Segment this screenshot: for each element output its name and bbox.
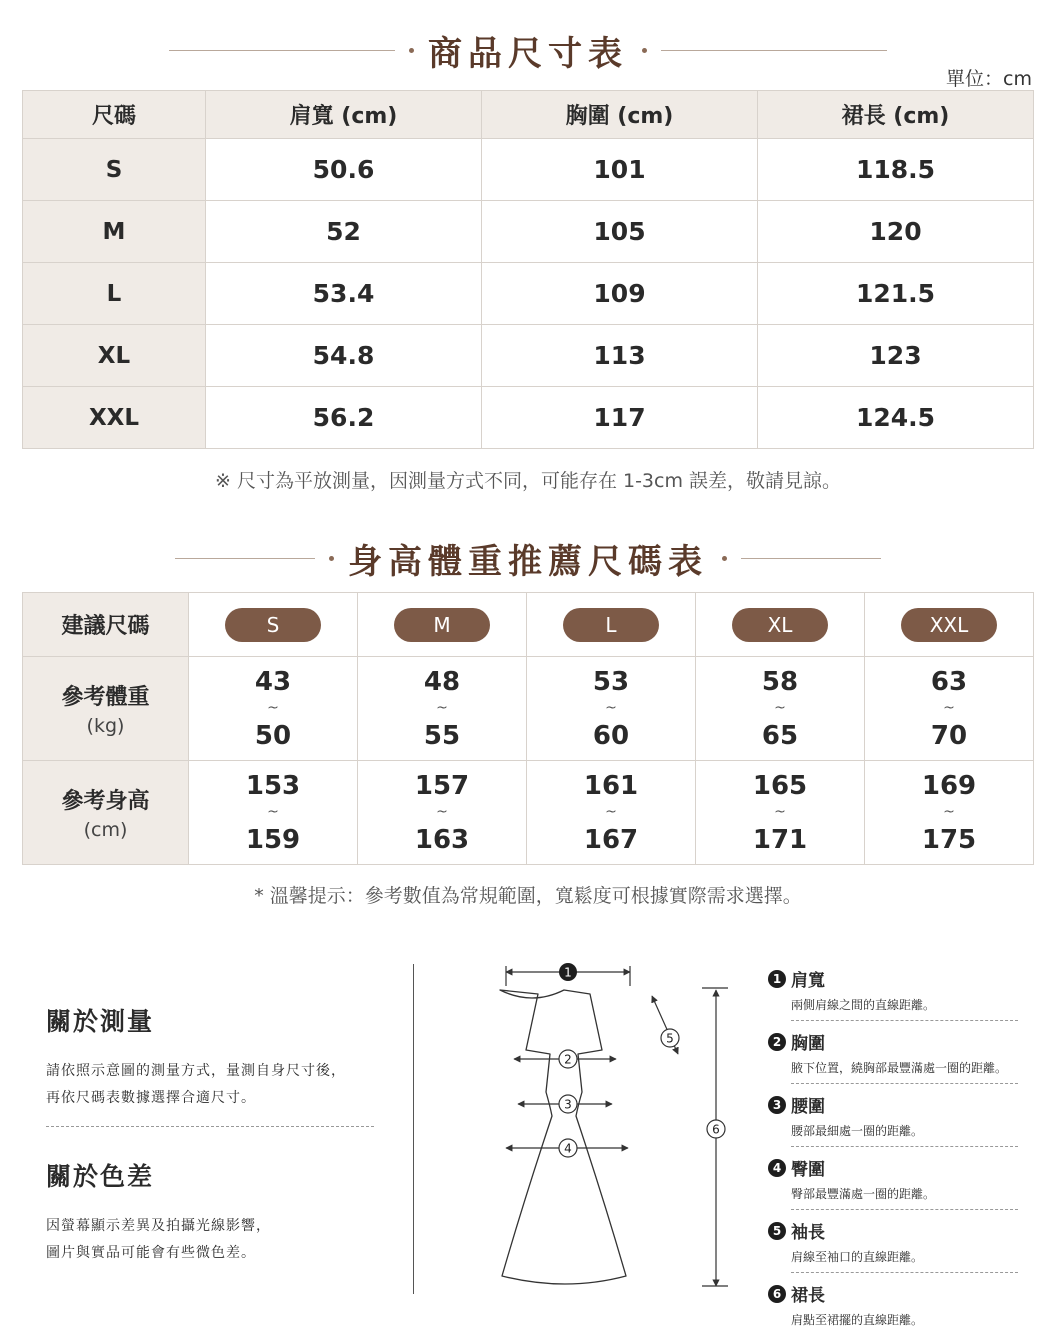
title-dot-right — [722, 556, 727, 561]
legend-desc: 腋下位置，繞胸部最豐滿處一圈的距離。 — [791, 1059, 1018, 1084]
size-pill: XXL — [901, 608, 997, 642]
about-measure-text — [46, 1058, 376, 1112]
shoulder-cell: 52 — [206, 201, 482, 263]
weight-min: 43 — [254, 666, 292, 697]
height-cell — [865, 761, 1034, 865]
about-measure — [46, 1002, 376, 1112]
section-divider — [413, 964, 414, 1294]
height-label: 參考身高 — [61, 789, 150, 814]
length-cell: 123 — [758, 325, 1034, 387]
weight-min: 58 — [761, 666, 799, 697]
weight-min: 63 — [930, 666, 968, 697]
tilde: ~ — [943, 699, 955, 716]
title-rule-left — [175, 558, 315, 559]
header-cell: 裙長 (cm) — [758, 91, 1034, 139]
title-rule-right — [661, 50, 887, 51]
weight-label: 參考體重 — [61, 685, 150, 710]
legend-number: 1 — [768, 970, 786, 988]
legend-number: 4 — [768, 1159, 786, 1177]
legend-desc: 肩線至袖口的直線距離。 — [791, 1248, 1018, 1273]
height-min: 165 — [752, 770, 808, 801]
length-cell: 118.5 — [758, 139, 1034, 201]
legend-title: 袖長 — [791, 1223, 825, 1243]
marker-6-label: 6 — [712, 1122, 720, 1137]
weight-max: 55 — [423, 720, 461, 751]
title-dot-right — [642, 48, 647, 53]
weight-cell — [358, 657, 527, 761]
size-chart-title: 商品尺寸表 — [428, 34, 628, 74]
size-pill-cell — [358, 593, 527, 657]
about-divider — [46, 1126, 374, 1127]
height-min: 157 — [414, 770, 470, 801]
marker-1 — [559, 963, 577, 981]
table-row — [23, 761, 1034, 865]
measure-lines — [506, 966, 728, 1286]
legend-number: 5 — [768, 1222, 786, 1240]
dress-outline — [500, 986, 626, 1284]
table-row — [23, 325, 1034, 387]
legend-item-length — [768, 1281, 1018, 1328]
recommend-table — [22, 592, 1034, 865]
header-cell: 尺碼 — [23, 91, 206, 139]
size-cell: M — [23, 201, 206, 263]
length-cell: 121.5 — [758, 263, 1034, 325]
weight-row-label — [23, 657, 189, 761]
marker-4-label: 4 — [564, 1141, 572, 1156]
legend-desc: 腰部最細處一圈的距離。 — [791, 1122, 1018, 1147]
weight-max: 65 — [761, 720, 799, 751]
about-color — [46, 1157, 376, 1267]
size-pill-cell — [696, 593, 865, 657]
tilde: ~ — [605, 699, 617, 716]
weight-cell — [527, 657, 696, 761]
bust-cell: 105 — [482, 201, 758, 263]
weight-max: 70 — [930, 720, 968, 751]
bust-cell: 113 — [482, 325, 758, 387]
size-cell: S — [23, 139, 206, 201]
weight-unit: (kg) — [86, 715, 125, 737]
weight-min: 53 — [592, 666, 630, 697]
marker-2 — [559, 1050, 577, 1068]
length-cell: 120 — [758, 201, 1034, 263]
size-pill-cell — [865, 593, 1034, 657]
size-cell: L — [23, 263, 206, 325]
tilde: ~ — [774, 803, 786, 820]
size-cell: XXL — [23, 387, 206, 449]
legend-item-sleeve — [768, 1218, 1018, 1273]
tilde: ~ — [436, 803, 448, 820]
tilde: ~ — [605, 803, 617, 820]
table-row — [23, 387, 1034, 449]
weight-cell — [696, 657, 865, 761]
legend-desc: 兩側肩線之間的直線距離。 — [791, 996, 1018, 1021]
weight-max: 60 — [592, 720, 630, 751]
size-table-header-row — [23, 91, 1034, 139]
bust-cell: 117 — [482, 387, 758, 449]
tilde: ~ — [943, 803, 955, 820]
height-unit: (cm) — [83, 819, 128, 841]
size-row-label: 建議尺碼 — [23, 593, 189, 657]
table-row — [23, 593, 1034, 657]
legend-title: 臀圍 — [791, 1160, 825, 1180]
bust-cell: 101 — [482, 139, 758, 201]
legend-title: 肩寬 — [791, 971, 825, 991]
size-table — [22, 90, 1034, 449]
marker-2-label: 2 — [564, 1052, 572, 1067]
size-pill: M — [394, 608, 490, 642]
table-row — [23, 201, 1034, 263]
about-color-title: 關於色差 — [46, 1162, 155, 1191]
header-cell: 肩寬 (cm) — [206, 91, 482, 139]
legend-number: 6 — [768, 1285, 786, 1303]
tilde: ~ — [436, 699, 448, 716]
legend-title: 胸圍 — [791, 1034, 825, 1054]
legend-item-bust — [768, 1029, 1018, 1084]
recommend-chart-note: * 溫馨提示：參考數值為常規範圍，寬鬆度可根據實際需求選擇。 — [254, 885, 802, 907]
size-pill: S — [225, 608, 321, 642]
marker-1-label: 1 — [564, 965, 572, 980]
unit-label: 單位：cm — [946, 68, 1032, 90]
height-min: 169 — [921, 770, 977, 801]
table-row — [23, 263, 1034, 325]
weight-min: 48 — [423, 666, 461, 697]
dress-measurement-diagram — [462, 958, 742, 1298]
size-pill-cell — [527, 593, 696, 657]
height-min: 153 — [245, 770, 301, 801]
size-pill: L — [563, 608, 659, 642]
about-color-line: 因螢幕顯示差異及拍攝光線影響， — [46, 1218, 271, 1234]
shoulder-cell: 53.4 — [206, 263, 482, 325]
height-max: 167 — [583, 824, 639, 855]
marker-4 — [559, 1139, 577, 1157]
weight-cell — [189, 657, 358, 761]
height-cell — [696, 761, 865, 865]
marker-5-label: 5 — [666, 1031, 674, 1046]
weight-max: 50 — [254, 720, 292, 751]
height-cell — [527, 761, 696, 865]
legend-item-hip — [768, 1155, 1018, 1210]
legend-desc: 肩點至裙擺的直線距離。 — [791, 1313, 924, 1327]
about-measure-line: 請依照示意圖的測量方式，量測自身尺寸後， — [46, 1063, 346, 1079]
title-dot-left — [329, 556, 334, 561]
size-chart-note: ※ 尺寸為平放測量，因測量方式不同，可能存在 1-3cm 誤差，敬請見諒。 — [214, 470, 842, 492]
shoulder-cell: 50.6 — [206, 139, 482, 201]
bust-cell: 109 — [482, 263, 758, 325]
header-cell: 胸圍 (cm) — [482, 91, 758, 139]
size-pill: XL — [732, 608, 828, 642]
title-rule-right — [741, 558, 881, 559]
marker-5 — [661, 1029, 679, 1047]
title-dot-left — [409, 48, 414, 53]
size-chart-title-row — [0, 26, 1056, 75]
marker-6 — [707, 1120, 725, 1138]
legend-number: 3 — [768, 1096, 786, 1114]
marker-3 — [559, 1095, 577, 1113]
tilde: ~ — [774, 699, 786, 716]
title-rule-left — [169, 50, 395, 51]
height-min: 161 — [583, 770, 639, 801]
legend-item-waist — [768, 1092, 1018, 1147]
height-cell — [358, 761, 527, 865]
recommend-chart-title-row — [0, 534, 1056, 583]
tilde: ~ — [267, 699, 279, 716]
shoulder-cell: 54.8 — [206, 325, 482, 387]
about-measure-line: 再依尺碼表數據選擇合適尺寸。 — [46, 1090, 256, 1106]
about-measure-title: 關於測量 — [46, 1007, 155, 1036]
shoulder-cell: 56.2 — [206, 387, 482, 449]
height-max: 159 — [245, 824, 301, 855]
height-max: 175 — [921, 824, 977, 855]
tilde: ~ — [267, 803, 279, 820]
size-cell: XL — [23, 325, 206, 387]
legend-title: 裙長 — [791, 1286, 825, 1306]
weight-cell — [865, 657, 1034, 761]
table-row — [23, 139, 1034, 201]
legend-title: 腰圍 — [791, 1097, 825, 1117]
height-max: 171 — [752, 824, 808, 855]
about-color-text — [46, 1213, 376, 1267]
recommend-chart-title: 身高體重推薦尺碼表 — [348, 542, 708, 582]
legend-item-shoulder — [768, 966, 1018, 1021]
measurement-legend — [768, 966, 1018, 1328]
height-max: 163 — [414, 824, 470, 855]
legend-number: 2 — [768, 1033, 786, 1051]
table-row — [23, 657, 1034, 761]
about-color-line: 圖片與實品可能會有些微色差。 — [46, 1245, 256, 1261]
height-cell — [189, 761, 358, 865]
legend-desc: 臀部最豐滿處一圈的距離。 — [791, 1185, 1018, 1210]
marker-3-label: 3 — [564, 1097, 572, 1112]
length-cell: 124.5 — [758, 387, 1034, 449]
size-pill-cell — [189, 593, 358, 657]
height-row-label — [23, 761, 189, 865]
